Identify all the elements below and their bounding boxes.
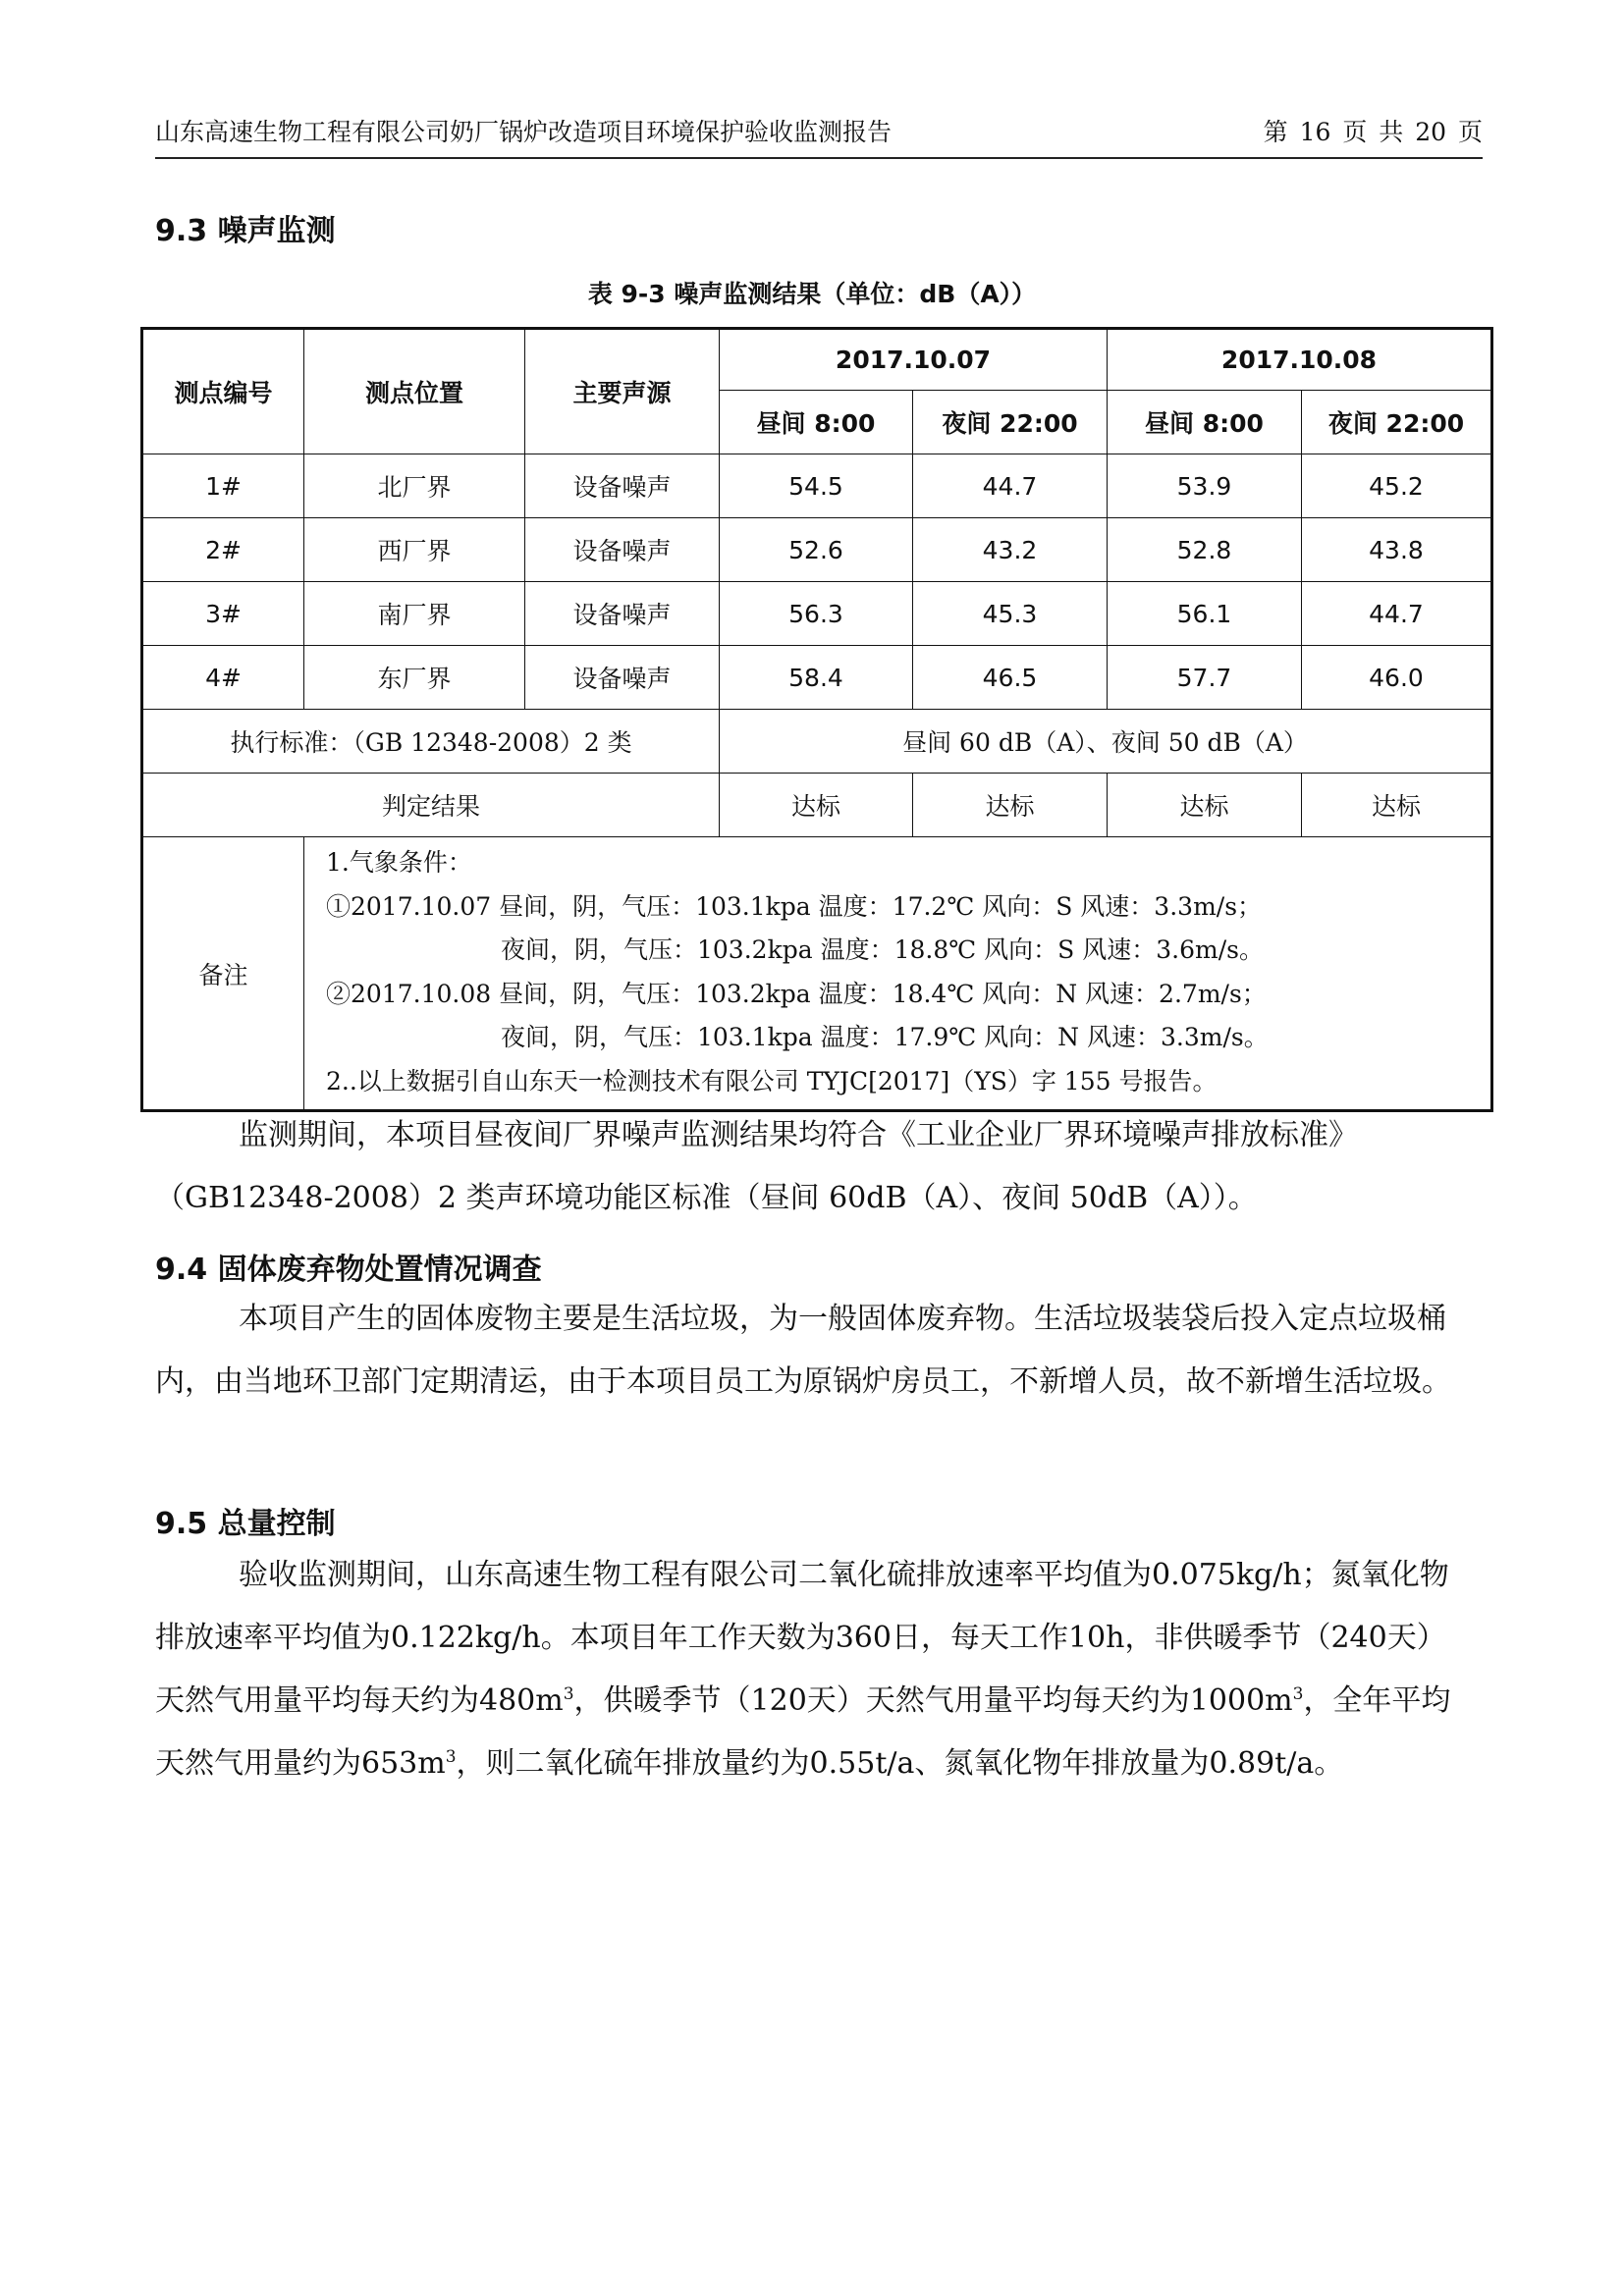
result-cell: 达标 — [1302, 774, 1492, 837]
value-cell: 44.7 — [1302, 582, 1492, 646]
value-cell: 56.1 — [1108, 582, 1302, 646]
result-cell: 达标 — [913, 774, 1108, 837]
standard-row — [142, 710, 1492, 774]
section-heading-9-3: 9.3 噪声监测 — [155, 214, 336, 248]
header-night-1: 夜间 22:00 — [913, 391, 1108, 454]
value-cell: 44.7 — [913, 454, 1108, 518]
point-id: 2# — [142, 518, 304, 582]
value-cell: 57.7 — [1108, 646, 1302, 710]
value-cell: 54.5 — [720, 454, 913, 518]
text-run: 验收监测期间，山东高速生物工程有限公司二氧化硫排放速率平均值为0.075kg/h；氮氧化物排放速率平均值为0.122kg/h。本项目年工作天数为360日，每天工作10h，非供暖季节（240天）天然气用量平均每天约为480m — [155, 1558, 1449, 1718]
header-day-1: 昼间 8:00 — [720, 391, 913, 454]
value-cell: 46.5 — [913, 646, 1108, 710]
value-cell: 43.8 — [1302, 518, 1492, 582]
header-night-2: 夜间 22:00 — [1302, 391, 1492, 454]
paragraph-solid-waste: 本项目产生的固体废物主要是生活垃圾，为一般固体废弃物。生活垃圾装袋后投入定点垃圾桶内，由当地环卫部门定期清运，由于本项目员工为原锅炉房员工，不新增人员，故不新增生活垃圾。 — [155, 1302, 1451, 1399]
remarks-content — [304, 837, 1492, 1111]
value-cell: 53.9 — [1108, 454, 1302, 518]
value-cell: 52.6 — [720, 518, 913, 582]
table-caption: 表 9-3 噪声监测结果（单位：dB（A）） — [587, 280, 1037, 308]
standard-label: 执行标准：（GB 12348-2008）2 类 — [142, 710, 720, 774]
text-run: ，全年平均天然气用量约为653m — [155, 1683, 1451, 1781]
point-location: 西厂界 — [304, 518, 525, 582]
result-cell: 达标 — [1108, 774, 1302, 837]
page-number: 第 16 页 共 20 页 — [1263, 118, 1483, 146]
table-row — [142, 646, 1492, 710]
main-source: 设备噪声 — [525, 454, 720, 518]
paragraph-total-control — [155, 1544, 1466, 1795]
header-day-2: 昼间 8:00 — [1108, 391, 1302, 454]
value-cell: 58.4 — [720, 646, 913, 710]
point-location: 东厂界 — [304, 646, 525, 710]
superscript: 3 — [445, 1747, 457, 1767]
table-row — [142, 454, 1492, 518]
header-point-location: 测点位置 — [304, 329, 525, 454]
header-point-id: 测点编号 — [142, 329, 304, 454]
table-row — [142, 518, 1492, 582]
main-source: 设备噪声 — [525, 518, 720, 582]
superscript: 3 — [1292, 1684, 1304, 1704]
header-date-2: 2017.10.08 — [1108, 329, 1492, 391]
remarks-line: ②2017.10.08 昼间，阴，气压：103.2kpa 温度：18.4℃ 风向：N 风速：2.7m/s； — [326, 979, 1267, 1008]
main-source: 设备噪声 — [525, 582, 720, 646]
header-main-source: 主要声源 — [525, 329, 720, 454]
text-run: ，供暖季节（120天）天然气用量平均每天约为1000m — [573, 1683, 1293, 1718]
paragraph-noise-conclusion: 监测期间，本项目昼夜间厂界噪声监测结果均符合《工业企业厂界环境噪声排放标准》（GB12348-2008）2 类声环境功能区标准（昼间 60dB（A）、夜间 50dB（A））。 — [155, 1118, 1358, 1215]
result-cell: 达标 — [720, 774, 913, 837]
result-label: 判定结果 — [142, 774, 720, 837]
value-cell: 46.0 — [1302, 646, 1492, 710]
page-header — [155, 116, 1483, 159]
report-title: 山东高速生物工程有限公司奶厂锅炉改造项目环境保护验收监测报告 — [155, 118, 893, 146]
remarks-line: 夜间，阴，气压：103.2kpa 温度：18.8℃ 风向：S 风速：3.6m/s。 — [501, 935, 1264, 964]
remarks-line: ①2017.10.07 昼间，阴，气压：103.1kpa 温度：17.2℃ 风向：S 风速：3.3m/s； — [326, 891, 1263, 921]
point-id: 1# — [142, 454, 304, 518]
text-run: ，则二氧化硫年排放量约为0.55t/a、氮氧化物年排放量为0.89t/a。 — [456, 1746, 1344, 1781]
value-cell: 43.2 — [913, 518, 1108, 582]
main-source: 设备噪声 — [525, 646, 720, 710]
table-header-row — [142, 329, 1492, 391]
standard-value: 昼间 60 dB（A）、夜间 50 dB（A） — [720, 710, 1492, 774]
value-cell: 52.8 — [1108, 518, 1302, 582]
remarks-line: 夜间，阴，气压：103.1kpa 温度：17.9℃ 风向：N 风速：3.3m/s。 — [501, 1023, 1269, 1051]
point-id: 3# — [142, 582, 304, 646]
remarks-label: 备注 — [142, 837, 304, 1111]
section-heading-9-5: 9.5 总量控制 — [155, 1507, 336, 1541]
table-row — [142, 582, 1492, 646]
result-row — [142, 774, 1492, 837]
value-cell: 45.3 — [913, 582, 1108, 646]
remarks-line: 2..以上数据引自山东天一检测技术有限公司 TYJC[2017]（YS）字 155 号报告。 — [326, 1066, 1218, 1095]
value-cell: 45.2 — [1302, 454, 1492, 518]
remarks-line: 1.气象条件： — [326, 848, 472, 877]
remarks-row — [142, 837, 1492, 1111]
section-heading-9-4: 9.4 固体废弃物处置情况调查 — [155, 1253, 542, 1287]
value-cell: 56.3 — [720, 582, 913, 646]
point-id: 4# — [142, 646, 304, 710]
header-date-1: 2017.10.07 — [720, 329, 1108, 391]
noise-results-table — [140, 327, 1493, 1112]
superscript: 3 — [563, 1684, 574, 1704]
point-location: 北厂界 — [304, 454, 525, 518]
point-location: 南厂界 — [304, 582, 525, 646]
